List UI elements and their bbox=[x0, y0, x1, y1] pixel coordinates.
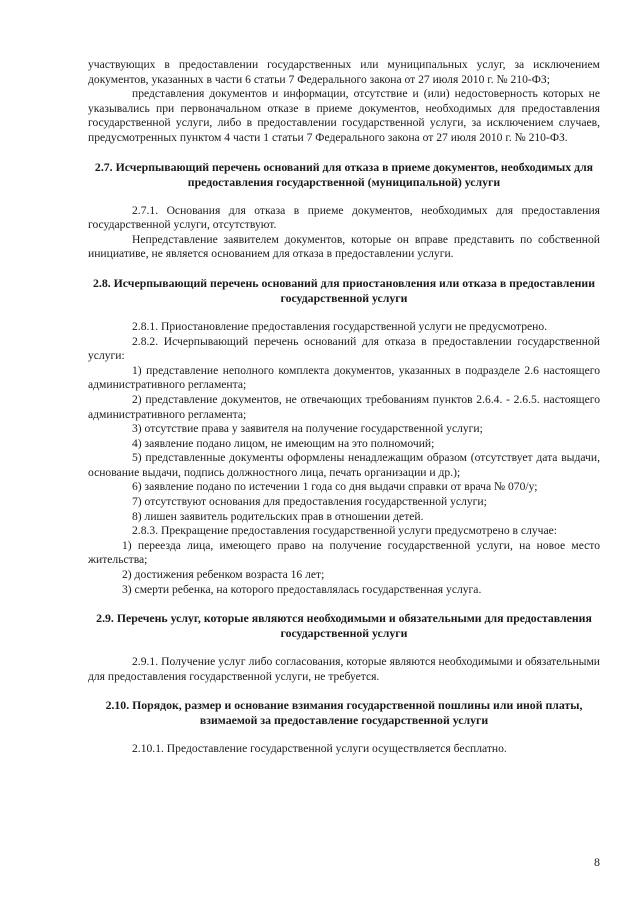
refusal-ground-1: 1) представление неполного комплекта документов, указанных в подразделе 2.6 настоящего административного регламента; bbox=[88, 363, 600, 392]
termination-case-2: 2) достижения ребенком возраста 16 лет; bbox=[122, 568, 325, 582]
termination-case-3: 3) смерти ребенка, на которого предоставлялась государственная услуга. bbox=[122, 582, 482, 596]
termination-case-1: 1) переезда лица, имеющего право на получение государственной услуги, на новое место жительства; bbox=[88, 538, 600, 567]
section-2-8-paragraph-2: 2.8.2. Исчерпывающий перечень оснований для отказа в предоставлении государственной услуги: bbox=[88, 334, 600, 363]
section-2-8-heading: 2.8. Исчерпывающий перечень оснований для приостановления или отказа в предоставлении государственной услуги bbox=[92, 275, 596, 305]
refusal-ground-3: 3) отсутствие права у заявителя на получение государственной услуги; bbox=[132, 422, 483, 436]
section-2-7-paragraph-1: 2.7.1. Основания для отказа в приеме документов, необходимых для предоставления государственной услуги, отсутствуют. bbox=[88, 203, 600, 232]
section-2-10-paragraph-1: 2.10.1. Предоставление государственной услуги осуществляется бесплатно. bbox=[132, 742, 507, 756]
document-page bbox=[88, 58, 600, 757]
refusal-ground-5: 5) представленные документы оформлены ненадлежащим образом (отсутствует дата выдачи, основание выдачи, подпись должностного лица, печать организации и др.); bbox=[88, 451, 600, 479]
section-2-7-paragraph-2: Непредставление заявителем документов, которые он вправе представить по собственной инициативе, не является основанием для отказа в предоставлении услуги. bbox=[88, 232, 600, 261]
section-2-9-heading: 2.9. Перечень услуг, которые являются необходимыми и обязательными для предоставления государственной услуги bbox=[96, 611, 592, 641]
refusal-ground-4: 4) заявление подано лицом, не имеющим на это полномочий; bbox=[132, 436, 435, 450]
refusal-ground-8: 8) лишен заявитель родительских прав в отношении детей. bbox=[132, 509, 424, 523]
section-2-8-paragraph-1: 2.8.1. Приостановление предоставления государственной услуги не предусмотрено. bbox=[132, 319, 548, 333]
intro-paragraph-1: участвующих в предоставлении государственных или муниципальных услуг, за исключением документов, указанных в части 6 статьи 7 Федерального закона от 27 июля 2010 г. № 210-ФЗ; bbox=[88, 58, 600, 86]
section-2-9-paragraph-1: 2.9.1. Получение услуг либо согласования, которые являются необходимыми и обязательными для предоставления государственной услуги, не требуется. bbox=[88, 655, 600, 683]
refusal-ground-2: 2) представление документов, не отвечающих требованиям пунктов 2.6.4. - 2.6.5. настоящего административного регламента; bbox=[88, 392, 600, 421]
refusal-ground-6: 6) заявление подано по истечении 1 года со дня выдачи справки от врача № 070/у; bbox=[132, 480, 538, 494]
section-2-7-heading: 2.7. Исчерпывающий перечень оснований для отказа в приеме документов, необходимых для предоставления государственной (муниципальной) услуги bbox=[94, 159, 594, 189]
refusal-ground-7: 7) отсутствуют основания для предоставления государственной услуги; bbox=[132, 495, 487, 509]
section-2-10-heading: 2.10. Порядок, размер и основание взимания государственной пошлины или иной платы, взимаемой за предоставление государственной услуги bbox=[105, 698, 583, 728]
intro-paragraph-2: представления документов и информации, отсутствие и (или) недостоверность которых не указывались при первоначальном отказе в приеме документов, необходимых для предоставления государственной услуги, либо в предоставлении государственной услуги, за исключением случаев, предусмотренных пунктом 4 части 1 статьи 7 Федерального закона от 27 июля 2010 г. № 210-ФЗ. bbox=[88, 87, 600, 144]
page-number: 8 bbox=[594, 855, 600, 869]
section-2-8-paragraph-3: 2.8.3. Прекращение предоставления государственной услуги предусмотрено в случае: bbox=[132, 524, 557, 538]
